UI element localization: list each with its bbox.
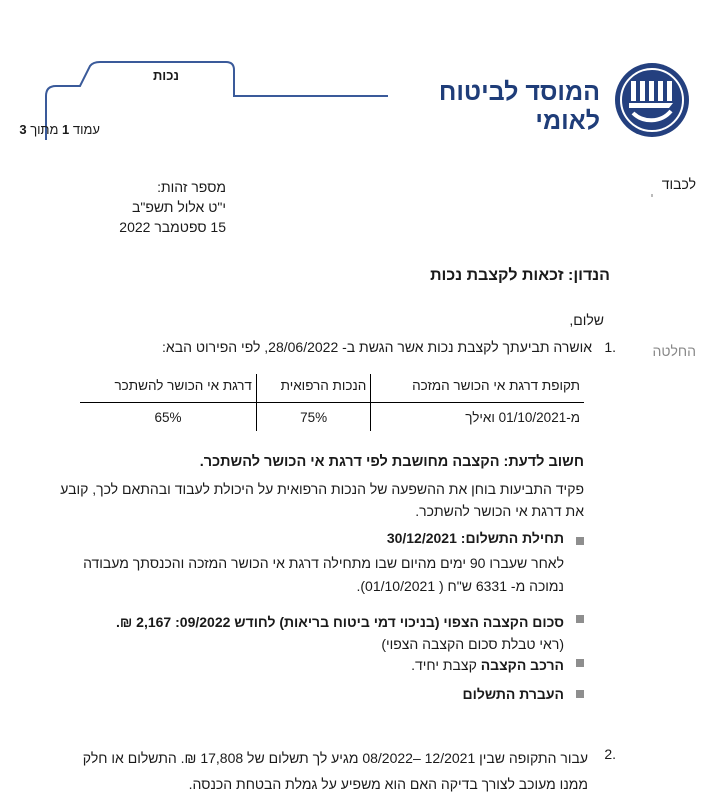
- payment-start-text: לאחר שעברו 90 ימים מהיום שבו מתחילה דרגת אי הכושר המזכה והכנסתך מעבודה נמוכה מ- 6331 ש"ח ( 01/10/2021).: [83, 555, 564, 594]
- page-indicator: [19, 122, 100, 137]
- item-2-number: 2.: [604, 746, 616, 762]
- item-1-text: אושרה תביעתך לקצבת נכות אשר הגשת ב- 28/06/2022, לפי הפירוט הבא:: [162, 339, 592, 355]
- page-label: עמוד: [72, 122, 100, 137]
- square-bullet-icon: [576, 537, 584, 545]
- expected-amount-note: (ראי טבלת סכום הקצבה הצפוי): [381, 636, 564, 652]
- entitlement-table: [80, 374, 584, 431]
- item-2-text: עבור התקופה שבין 12/2021 –08/2022 מגיע לך תשלום של 17,808 ₪. התשלום או חלק ממנו מעוכב לצורך בדיקה האם הוא משפיע על גמלת הבטחת הכנסה.: [82, 750, 588, 792]
- table-row: [80, 403, 584, 432]
- page-current: 1: [62, 122, 70, 137]
- composition-line: [300, 657, 564, 673]
- column-header-medical-disability: הנכות הרפואית: [256, 374, 370, 403]
- column-header-incapacity-degree: דרגת אי הכושר להשתכר: [80, 374, 256, 403]
- greeting: שלום,: [569, 312, 604, 328]
- square-bullet-icon: [576, 615, 584, 623]
- square-bullet-icon: [576, 659, 584, 667]
- composition-value: קצבת יחיד.: [411, 657, 477, 673]
- payment-start-title: תחילת התשלום: 30/12/2021: [386, 530, 564, 546]
- letter-subject: הנדון: זכאות לקצבת נכות: [430, 267, 610, 284]
- department-tab-label: נכות: [152, 68, 180, 83]
- composition-label: הרכב הקצבה: [480, 657, 564, 673]
- organization-name: המוסד לביטוח לאומי: [438, 78, 600, 135]
- decision-label: החלטה: [652, 343, 696, 359]
- cell-medical-disability: 75%: [256, 403, 370, 432]
- divider-mark: [651, 194, 653, 197]
- national-insurance-logo: [613, 61, 691, 139]
- payment-transfer-title: העברת התשלום: [462, 686, 564, 702]
- page-total: 3: [19, 122, 27, 137]
- table-header-row: [80, 374, 584, 403]
- hebrew-date: י"ט אלול תשפ"ב: [131, 199, 226, 215]
- page-of: מתוך: [30, 122, 59, 137]
- recipient-label: לכבוד: [661, 176, 696, 192]
- square-bullet-icon: [576, 690, 584, 698]
- column-header-period: תקופת דרגת אי הכושר המזכה: [371, 374, 584, 403]
- expected-amount-title: סכום הקצבה הצפוי (בניכוי דמי ביטוח בריאות) לחודש 09/2022: 2,167 ₪.: [116, 614, 564, 630]
- id-label: מספר זהות:: [157, 179, 226, 195]
- explanation-paragraph: פקיד התביעות בוחן את ההשפעה של הנכות הרפואית על היכולת לעבוד ובהתאם לכך, קובע את דרגת אי הכושר להשתכר.: [60, 481, 584, 519]
- gregorian-date: 15 ספטמבר 2022: [119, 219, 226, 235]
- letter-meta: [100, 177, 226, 237]
- cell-incapacity-degree: 65%: [80, 403, 256, 432]
- item-1-number: 1.: [604, 339, 616, 355]
- important-note: חשוב לדעת: הקצבה מחושבת לפי דרגת אי הכושר להשתכר.: [199, 454, 584, 470]
- cell-period: מ-01/10/2021 ואילך: [465, 410, 580, 425]
